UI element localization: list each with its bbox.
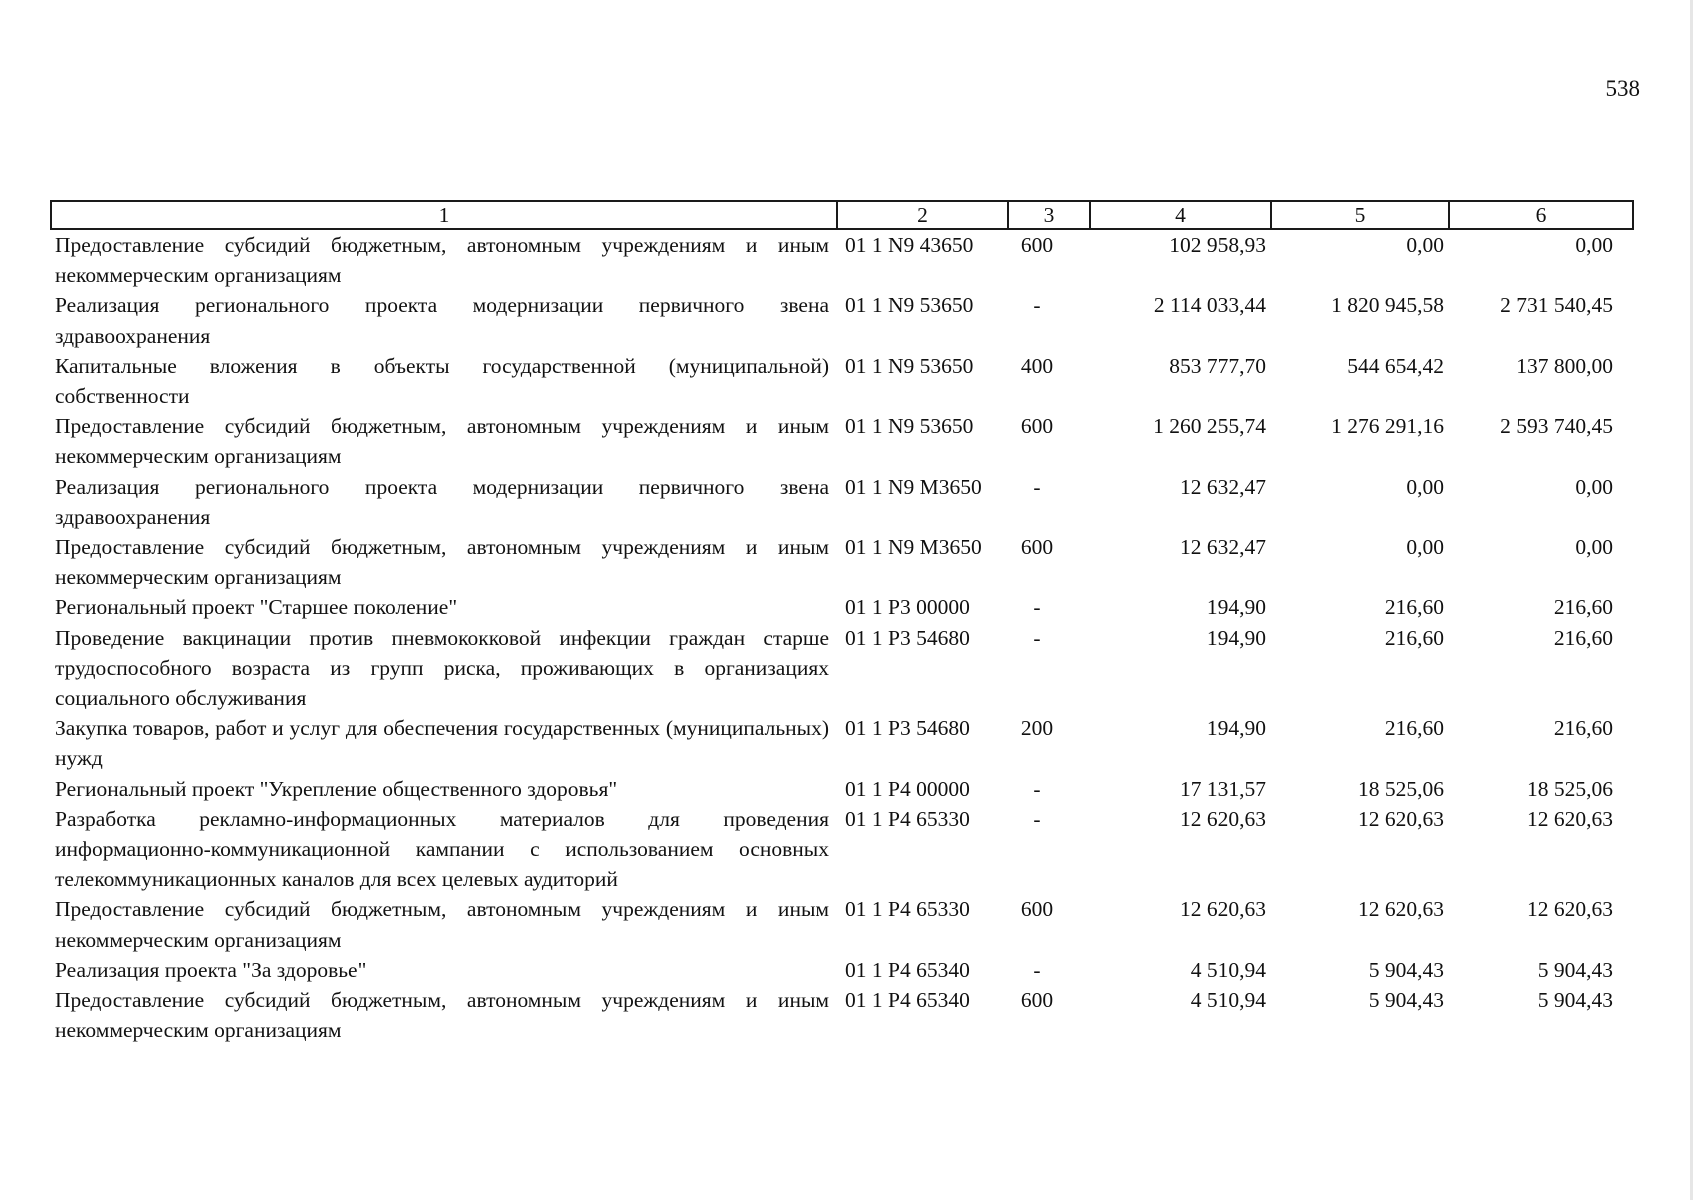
row-expense-type: - (1033, 957, 1041, 982)
row-name: Предоставление субсидий бюджетным, автономным учреждениям и иным некоммерческим организациям (55, 897, 829, 952)
header-row (51, 201, 1633, 229)
row-amount-6: 137 800,00 (1516, 353, 1613, 378)
row-name: Реализация проекта "За здоровье" (55, 957, 367, 982)
table-row (51, 351, 1633, 411)
row-name: Предоставление субсидий бюджетным, автономным учреждениям и иным некоммерческим организациям (55, 988, 829, 1043)
table-row (51, 592, 1633, 622)
row-amount-5: 216,60 (1384, 595, 1444, 620)
row-code: 01 1 P3 54680 (845, 625, 970, 650)
row-name: Реализация регионального проекта модернизации первичного звена здравоохранения (55, 474, 829, 529)
row-name: Закупка товаров, работ и услуг для обеспечения государственных (муниципальных) нужд (55, 716, 829, 771)
table-row (51, 472, 1633, 532)
row-expense-type: 600 (1020, 233, 1054, 257)
row-name: Предоставление субсидий бюджетным, автономным учреждениям и иным некоммерческим организациям (55, 233, 829, 288)
table-body (51, 229, 1633, 1045)
row-amount-6: 2 731 540,45 (1500, 293, 1613, 318)
row-amount-5: 0,00 (1406, 233, 1444, 257)
row-name: Проведение вакцинации против пневмококковой инфекции граждан старше трудоспособного возраста из групп риска, проживающих в организациях социального обслуживания (55, 625, 829, 711)
row-code: 01 1 P3 54680 (845, 716, 970, 741)
row-amount-6: 216,60 (1553, 625, 1613, 650)
row-expense-type: - (1033, 595, 1041, 620)
header-col-1: 1 (51, 201, 837, 229)
row-amount-4: 12 632,47 (1180, 535, 1266, 560)
row-amount-6: 0,00 (1575, 535, 1613, 560)
header-col-2: 2 (837, 201, 1008, 229)
row-amount-6: 2 593 740,45 (1500, 414, 1613, 439)
row-amount-4: 853 777,70 (1169, 353, 1266, 378)
table-row (51, 985, 1633, 1045)
row-name: Предоставление субсидий бюджетным, автономным учреждениям и иным некоммерческим организациям (55, 535, 829, 590)
row-amount-5: 5 904,43 (1368, 988, 1444, 1013)
row-name: Разработка рекламно-информационных материалов для проведения информационно-коммуникационной кампании с использованием основных телекоммуникационных каналов для всех целевых аудиторий (55, 806, 829, 892)
header-col-3: 3 (1008, 201, 1090, 229)
row-amount-4: 12 620,63 (1180, 806, 1266, 831)
row-amount-5: 216,60 (1384, 716, 1444, 741)
row-amount-5: 18 525,06 (1358, 776, 1444, 801)
table-row (51, 713, 1633, 773)
row-amount-4: 2 114 033,44 (1153, 293, 1266, 318)
table-header (51, 201, 1633, 229)
row-code: 01 1 P4 00000 (845, 776, 970, 801)
row-amount-6: 0,00 (1575, 233, 1613, 257)
row-amount-5: 0,00 (1406, 474, 1444, 499)
row-code: 01 1 P4 65340 (845, 957, 970, 982)
table-row (51, 532, 1633, 592)
row-expense-type: - (1033, 293, 1041, 318)
header-col-6: 6 (1449, 201, 1633, 229)
row-expense-type: 600 (1020, 988, 1054, 1013)
row-amount-5: 1 820 945,58 (1331, 293, 1444, 318)
row-expense-type: - (1033, 625, 1041, 650)
row-amount-6: 0,00 (1575, 474, 1613, 499)
table-row (51, 229, 1633, 290)
row-code: 01 1 P4 65330 (845, 897, 970, 922)
row-amount-6: 5 904,43 (1537, 988, 1613, 1013)
page-number: 538 (1605, 76, 1640, 101)
row-name: Реализация регионального проекта модернизации первичного звена здравоохранения (55, 293, 829, 348)
table-row (51, 774, 1633, 804)
table-row (51, 955, 1633, 985)
row-amount-5: 544 654,42 (1347, 353, 1444, 378)
row-amount-5: 216,60 (1384, 625, 1444, 650)
row-expense-type: 600 (1020, 535, 1054, 560)
row-name: Капитальные вложения в объекты государственной (муниципальной) собственности (55, 353, 829, 409)
row-amount-5: 5 904,43 (1368, 957, 1444, 982)
row-amount-4: 194,90 (1206, 595, 1266, 620)
row-amount-6: 18 525,06 (1527, 776, 1613, 801)
table-row (51, 623, 1633, 714)
row-amount-5: 12 620,63 (1358, 897, 1444, 922)
row-amount-6: 12 620,63 (1527, 806, 1613, 831)
header-col-5: 5 (1271, 201, 1449, 229)
row-amount-6: 216,60 (1553, 716, 1613, 741)
row-amount-6: 12 620,63 (1527, 897, 1613, 922)
row-expense-type: - (1033, 806, 1041, 831)
budget-table (50, 200, 1634, 1045)
row-code: 01 1 N9 43650 (845, 233, 974, 257)
row-expense-type: - (1033, 776, 1041, 801)
row-expense-type: 600 (1020, 897, 1054, 922)
row-amount-4: 17 131,57 (1180, 776, 1266, 801)
row-code: 01 1 P4 65340 (845, 988, 970, 1013)
row-amount-5: 0,00 (1406, 535, 1444, 560)
row-amount-4: 4 510,94 (1190, 957, 1266, 982)
table-row (51, 804, 1633, 895)
row-amount-5: 12 620,63 (1358, 806, 1444, 831)
row-amount-5: 1 276 291,16 (1331, 414, 1444, 439)
row-code: 01 1 N9 M3650 (845, 535, 982, 560)
row-code: 01 1 N9 53650 (845, 353, 974, 378)
row-code: 01 1 N9 M3650 (845, 474, 982, 499)
row-name: Региональный проект "Укрепление общественного здоровья" (55, 776, 618, 801)
row-amount-4: 12 632,47 (1180, 474, 1266, 499)
row-code: 01 1 P3 00000 (845, 595, 970, 620)
header-col-4: 4 (1090, 201, 1271, 229)
row-expense-type: 200 (1020, 716, 1054, 741)
row-amount-4: 12 620,63 (1180, 897, 1266, 922)
row-amount-4: 1 260 255,74 (1153, 414, 1266, 439)
row-amount-6: 5 904,43 (1537, 957, 1613, 982)
row-expense-type: - (1033, 474, 1041, 499)
row-expense-type: 400 (1020, 353, 1054, 378)
row-amount-6: 216,60 (1553, 595, 1613, 620)
row-code: 01 1 P4 65330 (845, 806, 970, 831)
row-amount-4: 4 510,94 (1190, 988, 1266, 1013)
row-name: Региональный проект "Старшее поколение" (55, 595, 458, 620)
row-expense-type: 600 (1020, 414, 1054, 439)
row-code: 01 1 N9 53650 (845, 414, 974, 439)
table-row (51, 290, 1633, 350)
row-amount-4: 194,90 (1206, 716, 1266, 741)
table-row (51, 411, 1633, 471)
row-code: 01 1 N9 53650 (845, 293, 974, 318)
table-row (51, 894, 1633, 954)
row-amount-4: 194,90 (1206, 625, 1266, 650)
row-name: Предоставление субсидий бюджетным, автономным учреждениям и иным некоммерческим организациям (55, 414, 829, 469)
row-amount-4: 102 958,93 (1169, 233, 1266, 257)
